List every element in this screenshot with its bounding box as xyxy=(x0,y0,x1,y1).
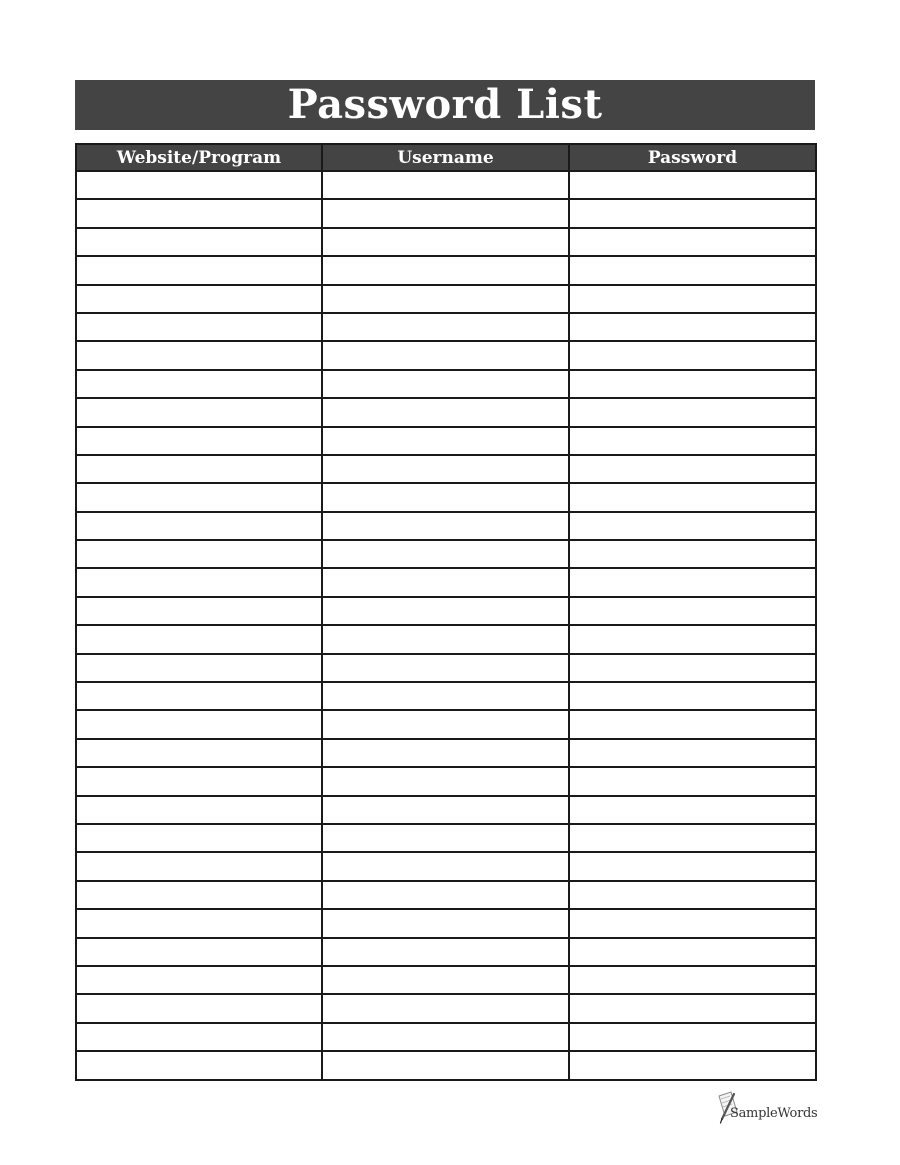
username-cell xyxy=(322,824,569,852)
table-row xyxy=(76,966,816,994)
column-header-username: Username xyxy=(322,144,569,171)
password-cell xyxy=(569,512,816,540)
table-body xyxy=(76,171,816,1080)
website-cell xyxy=(76,767,322,795)
table-row xyxy=(76,341,816,369)
password-cell xyxy=(569,938,816,966)
table-row xyxy=(76,228,816,256)
password-cell xyxy=(569,171,816,199)
website-cell xyxy=(76,739,322,767)
table-row xyxy=(76,285,816,313)
table-row xyxy=(76,1023,816,1051)
table-row xyxy=(76,938,816,966)
table-row xyxy=(76,568,816,596)
password-cell xyxy=(569,625,816,653)
username-cell xyxy=(322,455,569,483)
table-row xyxy=(76,455,816,483)
website-cell xyxy=(76,852,322,880)
password-cell xyxy=(569,710,816,738)
table-row xyxy=(76,739,816,767)
username-cell xyxy=(322,370,569,398)
password-cell xyxy=(569,483,816,511)
website-cell xyxy=(76,1051,322,1079)
table-row xyxy=(76,540,816,568)
website-cell xyxy=(76,256,322,284)
password-cell xyxy=(569,1023,816,1051)
table-row xyxy=(76,199,816,227)
password-cell xyxy=(569,199,816,227)
website-cell xyxy=(76,796,322,824)
website-cell xyxy=(76,824,322,852)
column-header-website: Website/Program xyxy=(76,144,322,171)
password-cell xyxy=(569,654,816,682)
username-cell xyxy=(322,654,569,682)
username-cell xyxy=(322,256,569,284)
table-row xyxy=(76,710,816,738)
table-row xyxy=(76,256,816,284)
table-row xyxy=(76,881,816,909)
username-cell xyxy=(322,881,569,909)
website-cell xyxy=(76,285,322,313)
website-cell xyxy=(76,483,322,511)
password-cell xyxy=(569,228,816,256)
password-cell xyxy=(569,427,816,455)
password-cell xyxy=(569,285,816,313)
username-cell xyxy=(322,909,569,937)
table-row xyxy=(76,994,816,1022)
username-cell xyxy=(322,285,569,313)
table-row xyxy=(76,1051,816,1079)
table-row xyxy=(76,767,816,795)
password-cell xyxy=(569,313,816,341)
table-row xyxy=(76,654,816,682)
table-header-row xyxy=(76,144,816,171)
password-cell xyxy=(569,597,816,625)
table-row xyxy=(76,909,816,937)
password-cell xyxy=(569,540,816,568)
password-cell xyxy=(569,568,816,596)
table-row xyxy=(76,483,816,511)
website-cell xyxy=(76,909,322,937)
website-cell xyxy=(76,1023,322,1051)
table-row xyxy=(76,398,816,426)
password-cell xyxy=(569,909,816,937)
website-cell xyxy=(76,455,322,483)
website-cell xyxy=(76,710,322,738)
website-cell xyxy=(76,398,322,426)
password-cell xyxy=(569,1051,816,1079)
website-cell xyxy=(76,171,322,199)
username-cell xyxy=(322,540,569,568)
username-cell xyxy=(322,568,569,596)
page-title: Password List xyxy=(75,80,815,130)
username-cell xyxy=(322,994,569,1022)
password-table xyxy=(75,143,817,1081)
website-cell xyxy=(76,370,322,398)
password-cell xyxy=(569,370,816,398)
website-cell xyxy=(76,938,322,966)
password-cell xyxy=(569,994,816,1022)
username-cell xyxy=(322,966,569,994)
table-row xyxy=(76,313,816,341)
website-cell xyxy=(76,966,322,994)
website-cell xyxy=(76,341,322,369)
table-row xyxy=(76,427,816,455)
username-cell xyxy=(322,625,569,653)
username-cell xyxy=(322,710,569,738)
brand-mark xyxy=(716,1090,816,1126)
password-cell xyxy=(569,796,816,824)
website-cell xyxy=(76,682,322,710)
username-cell xyxy=(322,512,569,540)
website-cell xyxy=(76,654,322,682)
username-cell xyxy=(322,597,569,625)
website-cell xyxy=(76,625,322,653)
website-cell xyxy=(76,881,322,909)
username-cell xyxy=(322,1023,569,1051)
username-cell xyxy=(322,682,569,710)
password-cell xyxy=(569,966,816,994)
website-cell xyxy=(76,228,322,256)
column-header-password: Password xyxy=(569,144,816,171)
username-cell xyxy=(322,739,569,767)
username-cell xyxy=(322,228,569,256)
website-cell xyxy=(76,199,322,227)
website-cell xyxy=(76,568,322,596)
username-cell xyxy=(322,398,569,426)
table-row xyxy=(76,171,816,199)
username-cell xyxy=(322,313,569,341)
table-row xyxy=(76,824,816,852)
password-cell xyxy=(569,881,816,909)
username-cell xyxy=(322,483,569,511)
table-row xyxy=(76,625,816,653)
brand-text: SampleWords xyxy=(730,1106,818,1121)
table-row xyxy=(76,852,816,880)
table-row xyxy=(76,796,816,824)
website-cell xyxy=(76,540,322,568)
table-row xyxy=(76,682,816,710)
username-cell xyxy=(322,1051,569,1079)
password-cell xyxy=(569,824,816,852)
password-cell xyxy=(569,455,816,483)
website-cell xyxy=(76,512,322,540)
username-cell xyxy=(322,852,569,880)
username-cell xyxy=(322,796,569,824)
password-cell xyxy=(569,256,816,284)
password-cell xyxy=(569,852,816,880)
website-cell xyxy=(76,597,322,625)
password-cell xyxy=(569,682,816,710)
username-cell xyxy=(322,171,569,199)
website-cell xyxy=(76,313,322,341)
username-cell xyxy=(322,767,569,795)
username-cell xyxy=(322,427,569,455)
website-cell xyxy=(76,994,322,1022)
password-cell xyxy=(569,398,816,426)
username-cell xyxy=(322,938,569,966)
username-cell xyxy=(322,341,569,369)
table-row xyxy=(76,370,816,398)
password-cell xyxy=(569,341,816,369)
website-cell xyxy=(76,427,322,455)
username-cell xyxy=(322,199,569,227)
password-cell xyxy=(569,767,816,795)
password-cell xyxy=(569,739,816,767)
table-row xyxy=(76,597,816,625)
table-row xyxy=(76,512,816,540)
